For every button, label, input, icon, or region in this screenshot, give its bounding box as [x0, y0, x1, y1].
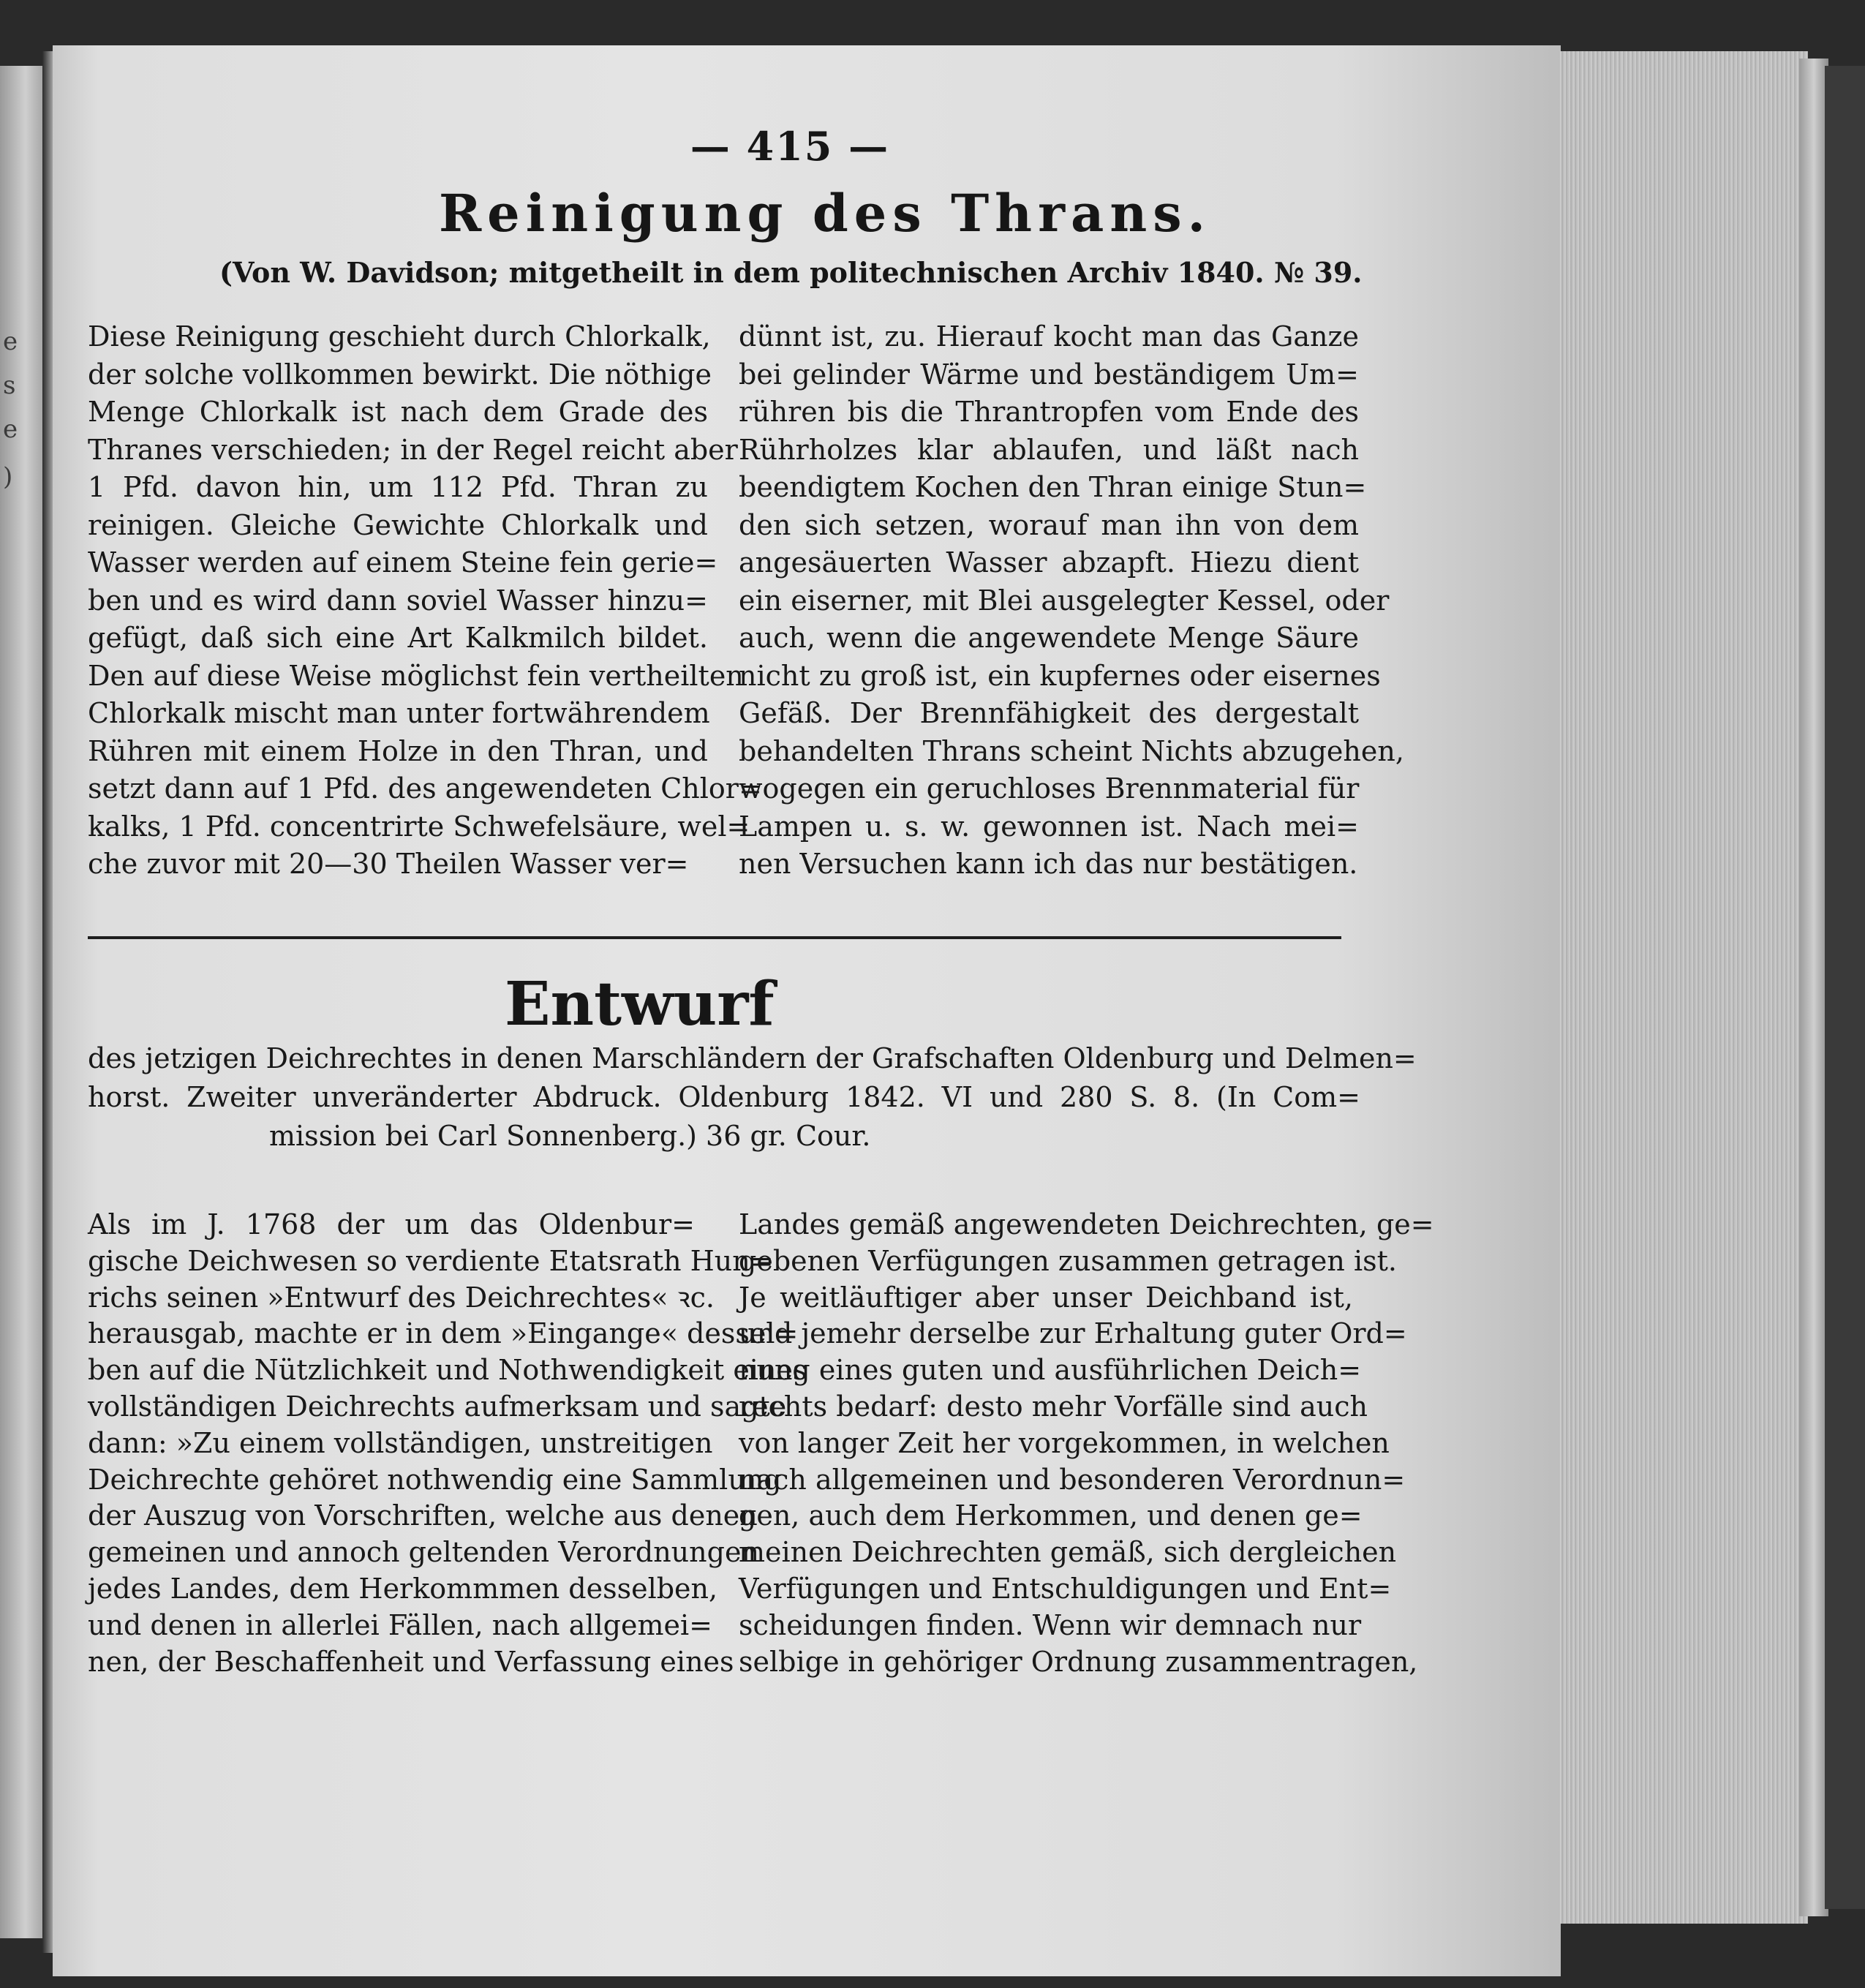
article2-left-column: [88, 1207, 807, 1680]
text-line: Wasser werden auf einem Steine fein gerie=: [88, 546, 718, 579]
text-line: meinen Deichrechten gemäß, sich dergleichen: [739, 1536, 1397, 1569]
left-page-fragment: e: [3, 415, 18, 444]
text-line: ein eiserner, mit Blei ausgelegter Kessel, oder: [739, 584, 1390, 617]
text-line: gefügt, daß sich eine Art Kalkmilch bildet.: [88, 622, 708, 654]
text-line: den sich setzen, worauf man ihn von dem: [739, 508, 1359, 541]
text-line: ben und es wird dann soviel Wasser hinzu=: [88, 584, 708, 617]
text-line: der Auszug von Vorschriften, welche aus denen: [88, 1499, 758, 1532]
text-line: kalks, 1 Pfd. concentrirte Schwefelsäure, wel=: [88, 810, 750, 843]
text-line: Rühren mit einem Holze in den Thran, und: [88, 734, 708, 767]
text-line: angesäuerten Wasser abzapft. Hiezu dient: [739, 546, 1359, 579]
text-line: Diese Reinigung geschieht durch Chlorkalk,: [88, 320, 711, 353]
article2-subtitle-line: des jetzigen Deichrechtes in denen Marschländern der Grafschaften Oldenburg und Delmen=: [88, 1042, 1417, 1074]
article1-right-column: [739, 318, 1404, 884]
left-page-fragment: ): [3, 462, 13, 492]
text-line: selbige in gehöriger Ordnung zusammentragen,: [739, 1645, 1418, 1678]
text-line: auch, wenn die angewendete Menge Säure: [739, 622, 1359, 654]
text-line: Thranes verschieden; in der Regel reicht aber: [88, 433, 738, 466]
text-line: gemeinen und annoch geltenden Verordnungen: [88, 1536, 759, 1569]
text-line: vollständigen Deichrechts aufmerksam und sagte: [88, 1390, 787, 1423]
text-line: Als im J. 1768 der um das Oldenbur=: [88, 1208, 695, 1240]
text-line: gische Deichwesen so verdiente Etatsrath Hun=: [88, 1244, 774, 1277]
text-line: Chlorkalk mischt man unter fortwährendem: [88, 697, 710, 729]
text-line: gebenen Verfügungen zusammen getragen ist.: [739, 1244, 1397, 1277]
text-line: richs seinen »Entwurf des Deichrechtes« ꝛc.: [88, 1281, 715, 1314]
back-cover: [1825, 66, 1865, 1909]
text-line: und jemehr derselbe zur Erhaltung guter Ord=: [739, 1317, 1407, 1350]
text-line: reinigen. Gleiche Gewichte Chlorkalk und: [88, 508, 708, 541]
text-line: gen, auch dem Herkommen, und denen ge=: [739, 1499, 1363, 1532]
text-line: scheidungen finden. Wenn wir demnach nur: [739, 1608, 1362, 1641]
page-number: — 415 —: [690, 123, 890, 170]
text-line: jedes Landes, dem Herkommmen desselben,: [88, 1572, 718, 1605]
book-cover-edge: [1799, 59, 1828, 1916]
article2-subtitle-line: mission bei Carl Sonnenberg.) 36 gr. Cour.: [269, 1120, 871, 1152]
article-source-note: (Von W. Davidson; mitgetheilt in dem politechnischen Archiv 1840. № 39.: [219, 256, 1363, 289]
text-line: Je weitläuftiger aber unser Deichband ist,: [739, 1281, 1353, 1314]
left-facing-page-edge: [0, 66, 42, 1938]
text-line: Deichrechte gehöret nothwendig eine Sammlung: [88, 1463, 782, 1496]
text-line: dann: »Zu einem vollständigen, unstreitigen: [88, 1426, 713, 1459]
article-title: Reinigung des Thrans.: [439, 183, 1211, 244]
text-line: wogegen ein geruchloses Brennmaterial für: [739, 772, 1360, 805]
text-line: nen Versuchen kann ich das nur bestätigen.: [739, 848, 1358, 880]
text-line: che zuvor mit 20—30 Theilen Wasser ver=: [88, 848, 689, 880]
text-line: ben auf die Nützlichkeit und Nothwendigkeit eines: [88, 1354, 807, 1387]
text-line: Den auf diese Weise möglichst fein vertheilten: [88, 659, 744, 692]
text-line: der solche vollkommen bewirkt. Die nöthige: [88, 358, 712, 391]
text-line: dünnt ist, zu. Hierauf kocht man das Ganze: [739, 320, 1359, 353]
text-line: Lampen u. s. w. gewonnen ist. Nach mei=: [739, 810, 1359, 843]
left-page-fragment: s: [3, 371, 16, 400]
section-divider-rule: [88, 936, 1341, 939]
text-line: nicht zu groß ist, ein kupfernes oder eisernes: [739, 659, 1381, 692]
text-line: Rührholzes klar ablaufen, und läßt nach: [739, 433, 1359, 466]
article2-title: Entwurf: [505, 969, 775, 1039]
page-block-edge: [1559, 51, 1808, 1924]
text-line: nach allgemeinen und besonderen Verordnun=: [739, 1463, 1406, 1496]
text-line: rühren bis die Thrantropfen vom Ende des: [739, 396, 1359, 428]
text-line: behandelten Thrans scheint Nichts abzugehen,: [739, 734, 1404, 767]
text-line: nen, der Beschaffenheit und Verfassung eines: [88, 1645, 734, 1678]
text-line: herausgab, machte er in dem »Eingange« dessel=: [88, 1317, 799, 1350]
text-line: 1 Pfd. davon hin, um 112 Pfd. Thran zu: [88, 471, 708, 503]
text-line: beendigtem Kochen den Thran einige Stun=: [739, 471, 1367, 503]
text-line: Menge Chlorkalk ist nach dem Grade des: [88, 396, 708, 428]
text-line: Verfügungen und Entschuldigungen und Ent=: [739, 1572, 1392, 1605]
text-line: setzt dann auf 1 Pfd. des angewendeten Chlor=: [88, 772, 762, 805]
article2-right-column: [739, 1207, 1434, 1680]
left-page-fragment: e: [3, 327, 18, 356]
text-line: Gefäß. Der Brennfähigkeit des dergestalt: [739, 697, 1359, 729]
text-line: Landes gemäß angewendeten Deichrechten, ge=: [739, 1208, 1434, 1240]
text-line: nung eines guten und ausführlichen Deich=: [739, 1354, 1362, 1387]
text-line: und denen in allerlei Fällen, nach allgemei=: [88, 1608, 712, 1641]
article2-subtitle-line: horst. Zweiter unveränderter Abdruck. Oldenburg 1842. VI und 280 S. 8. (In Com=: [88, 1081, 1360, 1113]
text-line: rechts bedarf: desto mehr Vorfälle sind auch: [739, 1390, 1368, 1423]
text-line: bei gelinder Wärme und beständigem Um=: [739, 358, 1359, 391]
text-line: von langer Zeit her vorgekommen, in welchen: [739, 1426, 1390, 1459]
article1-left-column: [88, 318, 762, 884]
